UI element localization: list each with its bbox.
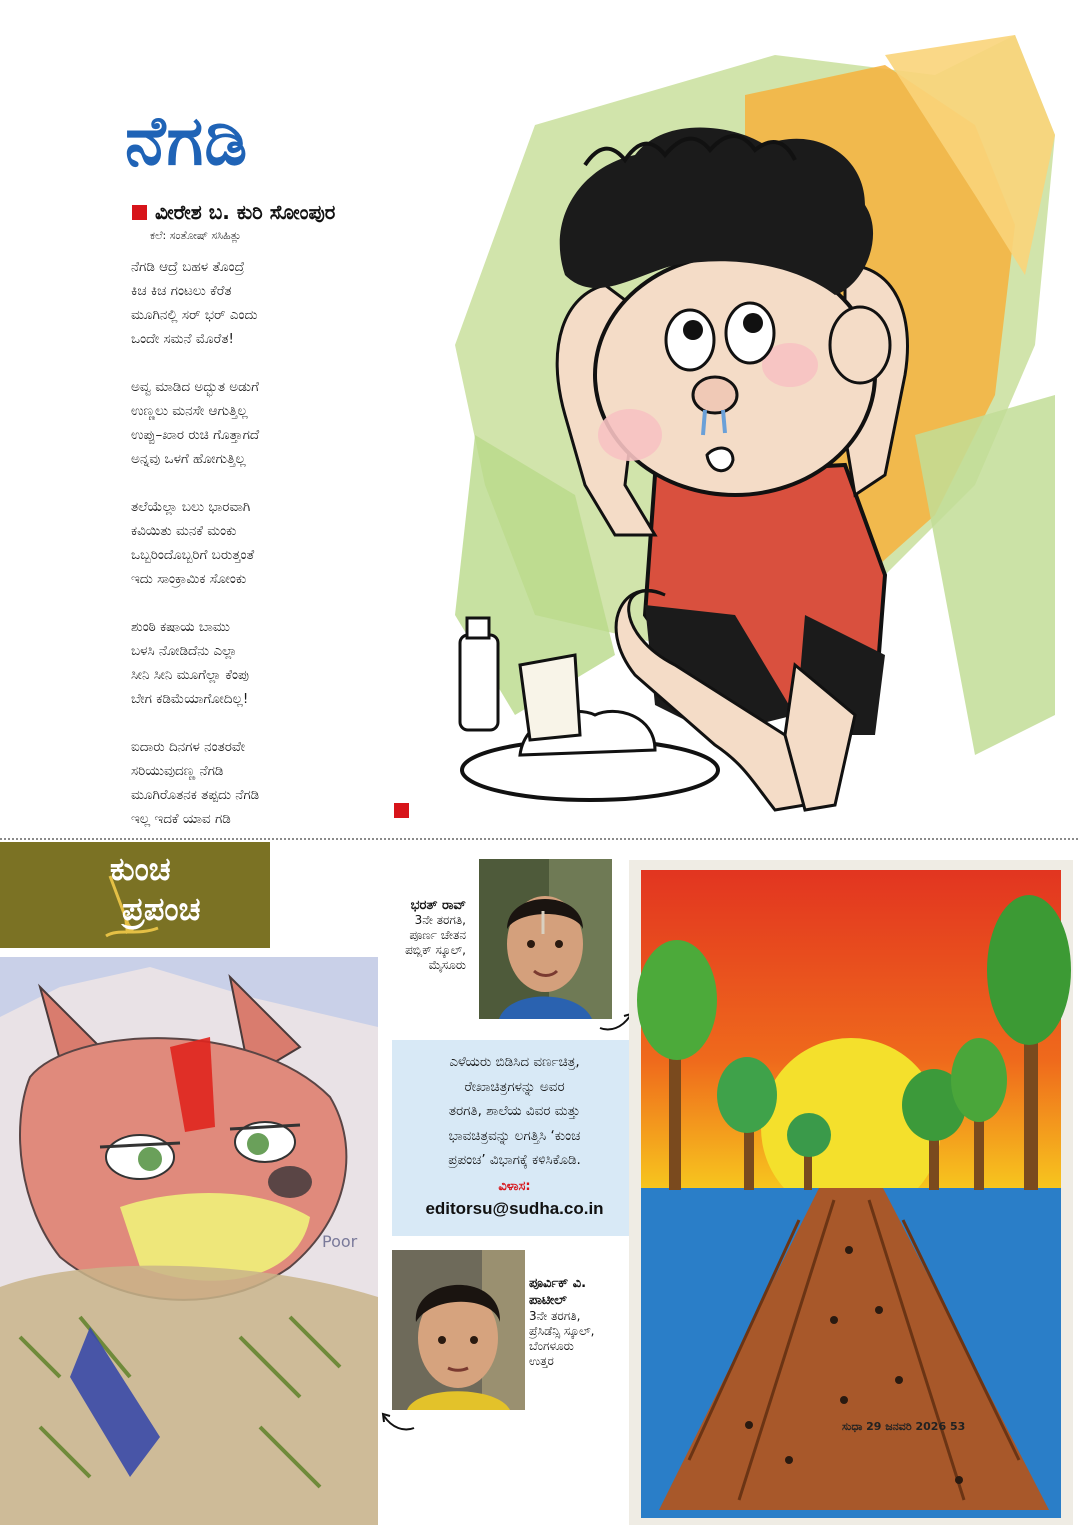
poem-stanza-3	[131, 495, 371, 591]
info-line: ಪ್ರಪಂಚ’ ವಿಭಾಗಕ್ಕೆ ಕಳಿಸಿಕೊಡಿ.	[448, 1152, 581, 1168]
poem-line: ಇಲ್ಲ ಇದಕೆ ಯಾವ ಗಡಿ	[131, 811, 231, 827]
poem-line: ಬಳಸಿ ನೋಡಿದೆನು ಎಲ್ಲಾ	[131, 643, 238, 659]
poem-line: ತಲೆಯೆಲ್ಲಾ ಬಲು ಭಾರವಾಗಿ	[131, 499, 251, 515]
page-footer: ಸುಧಾ 29 ಜನವರಿ 2026 53	[842, 1420, 966, 1433]
student2-name-line2: ಪಾಟೀಲ್	[529, 1293, 567, 1308]
poem-line: ಸೀನಿ ಸೀನಿ ಮೂಗೆಲ್ಲಾ ಕೆಂಪು	[131, 667, 249, 683]
info-line: ರೇಖಾಚಿತ್ರಗಳನ್ನು ಅವರ	[464, 1078, 565, 1095]
student2-photo	[392, 1250, 525, 1410]
poem-line: ಅನ್ನವು ಒಳಗೆ ಹೋಗುತ್ತಿಲ್ಲ	[131, 451, 246, 467]
poem-line: ಸರಿಯುವುದಣ್ಣ ನೆಗಡಿ	[131, 763, 224, 779]
student2-detail: 3ನೇ ತರಗತಿ,	[529, 1309, 581, 1323]
info-line: ತರಗತಿ, ಶಾಲೆಯ ವಿವರ ಮತ್ತು	[448, 1103, 581, 1119]
poem-line: ಉಣ್ಣಲು ಮನಸೇ ಆಗುತ್ತಿಲ್ಲ	[131, 403, 248, 419]
section-divider	[0, 838, 1078, 840]
poem-line: ಕಿಚ ಕಿಚ ಗಂಟಲು ಕೆರೆತ	[131, 283, 232, 299]
submission-email: editorsu@sudha.co.in	[425, 1199, 604, 1218]
author-name: ವೀರೇಶ ಬ. ಕುರಿ ಸೋಂಪುರ	[155, 200, 336, 224]
end-mark-icon	[394, 803, 409, 818]
section-title-line1: ಕುಂಚ	[110, 850, 171, 888]
poem-stanza-1	[131, 255, 371, 351]
poem-line: ಐದಾರು ದಿನಗಳ ನಂತರವೇ	[131, 739, 245, 755]
student1-detail: ಪೂರ್ಣ ಚೇತನ	[409, 928, 466, 942]
poem-stanza-4	[131, 615, 371, 711]
section-title-line2: ಪ್ರಪಂಚ	[122, 890, 201, 928]
poem-line: ಒಬ್ಬರಿಂದೊಬ್ಬರಿಗೆ ಬರುತ್ತಂತೆ	[131, 547, 255, 563]
student1-detail: ಮೈಸೂರು	[428, 958, 466, 972]
poem-line: ಮೂಗಿನಲ್ಲಿ ಸರ್ ಭರ್ ಎಂದು	[131, 307, 258, 323]
student1-caption	[330, 898, 466, 973]
poem-line: ಉಪ್ಪು–ಖಾರ ರುಚಿ ಗೊತ್ತಾಗದೆ	[131, 427, 260, 443]
arrow-to-fox-icon	[380, 1410, 416, 1434]
submission-info-text	[402, 1050, 627, 1173]
red-square-bullet-icon	[132, 205, 147, 220]
fox-signature: Poor	[322, 1232, 358, 1251]
author-row	[132, 200, 335, 224]
poem-line: ಕವಿಯಿತು ಮನಕೆ ಮಂಕು	[131, 523, 237, 539]
poem-line: ಬೇಗ ಕಡಿಮೆಯಾಗೋದಿಲ್ಲ!	[131, 691, 249, 707]
poem-stanza-5	[131, 735, 371, 831]
student1-photo	[479, 859, 612, 1019]
student2-detail: ಉತ್ತರ	[529, 1354, 554, 1368]
student2-detail: ಪ್ರೆಸಿಡೆನ್ಸಿ ಸ್ಕೂಲ್,	[529, 1324, 595, 1338]
poem-stanza-2	[131, 375, 371, 471]
fox-drawing	[0, 957, 378, 1525]
poem-line: ನೆಗಡಿ ಆದ್ರೆ ಬಹಳ ತೊಂದ್ರೆ	[131, 259, 245, 275]
poem-line: ಒಂದೇ ಸಮನೆ ಮೊರೆತ!	[131, 331, 234, 347]
student1-detail: ಪಬ್ಲಿಕ್ ಸ್ಕೂಲ್,	[405, 943, 466, 957]
poem-line: ಅವ್ವ ಮಾಡಿದ ಅದ್ಭುತ ಅಡುಗೆ	[131, 379, 259, 395]
boy-with-cold-illustration	[415, 15, 1060, 835]
poem-line: ಇದು ಸಾಂಕ್ರಾಮಿಕ ಸೋಂಕು	[131, 571, 247, 587]
student2-name-line1: ಪೂರ್ವಿಕ್ ವಿ.	[529, 1276, 587, 1291]
poem-line: ಶುಂಠಿ ಕಷಾಯ ಬಾಮು	[131, 619, 230, 635]
info-line: ಎಳೆಯರು ಬಿಡಿಸಿದ ವರ್ಣಚಿತ್ರ,	[449, 1054, 580, 1070]
info-line: ಭಾವಚಿತ್ರವನ್ನು ಲಗತ್ತಿಸಿ ‘ಕುಂಚ	[448, 1127, 581, 1144]
poem-line: ಮೂಗಿರೊತನಕ ತಪ್ಪದು ನೆಗಡಿ	[131, 787, 260, 803]
art-credit: ಕಲೆ: ಸಂತೋಷ್ ಸಸಿಹಿತ್ಲು	[150, 229, 242, 242]
student2-detail: ಬೆಂಗಳೂರು	[529, 1339, 574, 1353]
poem-title: ನೆಗಡಿ	[125, 102, 249, 181]
poem-body	[131, 255, 371, 855]
student1-name: ಭರತ್ ರಾವ್	[410, 898, 466, 913]
student1-detail: 3ನೇ ತರಗತಿ,	[414, 913, 466, 927]
section-title	[110, 849, 200, 929]
address-label: ವಿಳಾಸ:	[498, 1179, 531, 1194]
